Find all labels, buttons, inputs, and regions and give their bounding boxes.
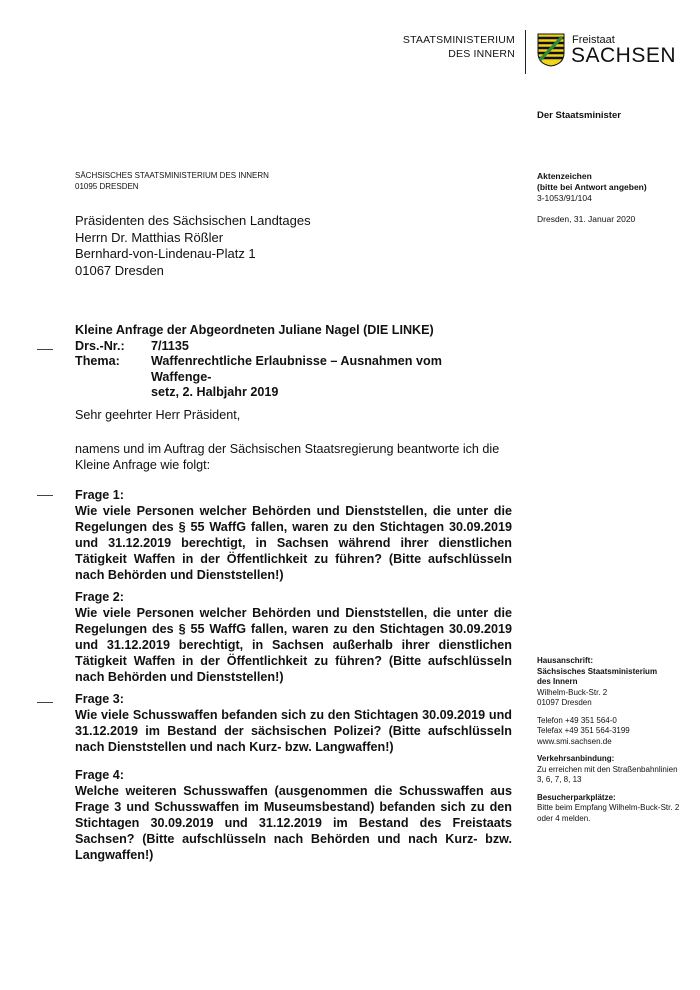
question-title: Frage 3: (75, 692, 124, 706)
drs-value: 7/1135 (151, 338, 189, 353)
question-1 (75, 487, 512, 583)
sender-line1: SÄCHSISCHES STAATSMINISTERIUM DES INNERN (75, 171, 269, 180)
fold-mark (37, 702, 53, 703)
parking-group (537, 793, 682, 825)
question-text: Wie viele Personen welcher Behörden und Dienststellen, die unter die Regelungen des § 55 WaffG fallen, waren zu den Stichtagen 30.09.2019 und 31.12.2019 berechtigt, in Sachsen während ihrer dienstlichen Tätigkeit Waffen in der Öffentlichkeit zu führen? (Bitte aufschlüsseln nach Behörden und Dienststellen!) (75, 504, 512, 582)
parking-label: Besucherparkplätze: (537, 792, 616, 802)
contact-group (537, 716, 682, 748)
parking-text: Bitte beim Empfang Wilhelm-Buck-Str. 2 oder 4 melden. (537, 803, 680, 823)
sidebar-info (537, 656, 682, 831)
address-group (537, 656, 682, 709)
ministry-name-line1: STAATSMINISTERIUM (402, 34, 515, 46)
fold-mark (37, 349, 53, 350)
letter-date: Dresden, 31. Januar 2020 (537, 214, 636, 224)
saxony-crest-icon (537, 33, 565, 67)
transport-label: Verkehrsanbindung: (537, 754, 615, 763)
salutation: Sehr geehrter Herr Präsident, (75, 408, 241, 422)
subject-title: Kleine Anfrage der Abgeordneten Juliane Nagel (DIE LINKE) (75, 323, 434, 337)
address-name1: Sächsisches Staatsministerium (537, 666, 658, 676)
recipient-address (75, 213, 311, 279)
sender-line2: 01095 DRESDEN (75, 181, 139, 191)
file-reference-label: Aktenzeichen (537, 171, 592, 181)
address-street: Wilhelm-Buck-Str. 2 (537, 687, 608, 697)
file-reference-hint: (bitte bei Antwort angeben) (537, 182, 647, 192)
topic-value-line1: Waffenrechtliche Erlaubnisse – Ausnahmen vom Waffenge- (151, 354, 442, 384)
fax: Telefax +49 351 564-3199 (537, 726, 630, 735)
sender-address (75, 171, 269, 192)
topic-value (151, 354, 505, 401)
ministry-name-line2: DES INNERN (448, 48, 515, 60)
minister-title: Der Staatsminister (537, 110, 621, 121)
ministry-name (395, 33, 515, 61)
question-4 (75, 767, 512, 863)
phone: Telefon +49 351 564-0 (537, 715, 617, 725)
question-title: Frage 2: (75, 590, 124, 604)
question-text: Welche weiteren Schusswaffen (ausgenommen die Schusswaffen aus Frage 3 und Schusswaffen im Museumsbestand) befanden sich zu den Stichtagen 30.09.2019 und 31.12.2019 im Bestand des Freistaats Sachsen? (Bitte aufschlüsseln nach Behörden und nach Kurz- bzw. Langwaffen!) (75, 784, 512, 862)
subject-drs-row (75, 339, 505, 355)
question-title: Frage 4: (75, 768, 124, 782)
topic-label: Thema: (75, 354, 120, 368)
website-link[interactable]: www.smi.sachsen.de (537, 736, 612, 746)
header-divider (525, 30, 526, 74)
transport-text: Zu erreichen mit den Straßenbahnlinien 3, 6, 7, 8, 13 (537, 764, 678, 784)
file-reference (537, 171, 647, 204)
question-2 (75, 589, 512, 685)
file-reference-number: 3-1053/91/104 (537, 193, 592, 203)
recipient-line2: Herrn Dr. Matthias Rößler (75, 229, 224, 245)
question-3 (75, 691, 512, 755)
topic-value-line2: setz, 2. Halbjahr 2019 (151, 385, 279, 399)
punch-mark (37, 495, 53, 496)
question-text: Wie viele Schusswaffen befanden sich zu den Stichtagen 30.09.2019 und 31.12.2019 im Bestand der sächsischen Polizei? (Bitte aufschlüsseln nach Dienststellen und nach Kurz- bzw. Langwaffen!) (75, 708, 512, 754)
state-name-small: Freistaat (572, 34, 615, 46)
transport-group (537, 754, 682, 786)
address-name2: des Innern (537, 677, 578, 686)
question-text: Wie viele Personen welcher Behörden und Dienststellen, die unter die Regelungen des § 55 WaffG fallen, waren zu den Stichtagen 30.09.2019 und 31.12.2019 berechtigt, in Sachsen außerhalb ihrer dienstlichen Tätigkeit Waffen in der Öffentlichkeit zu führen? (Bitte aufschlüsseln nach Behörden und Dienststellen!) (75, 606, 512, 684)
recipient-line1: Präsidenten des Sächsischen Landtages (75, 213, 311, 228)
question-title: Frage 1: (75, 488, 124, 502)
subject-topic-row (75, 354, 505, 401)
drs-label: Drs.-Nr.: (75, 338, 125, 353)
state-name-large: SACHSEN (571, 44, 677, 67)
address-label: Hausanschrift: (537, 656, 594, 665)
recipient-line4: 01067 Dresden (75, 262, 164, 278)
recipient-line3: Bernhard-von-Lindenau-Platz 1 (75, 246, 256, 261)
address-city: 01097 Dresden (537, 698, 592, 707)
intro-paragraph: namens und im Auftrag der Sächsischen Staatsregierung beantworte ich die Kleine Anfrage wie folgt: (75, 442, 500, 472)
subject-block (75, 323, 505, 401)
